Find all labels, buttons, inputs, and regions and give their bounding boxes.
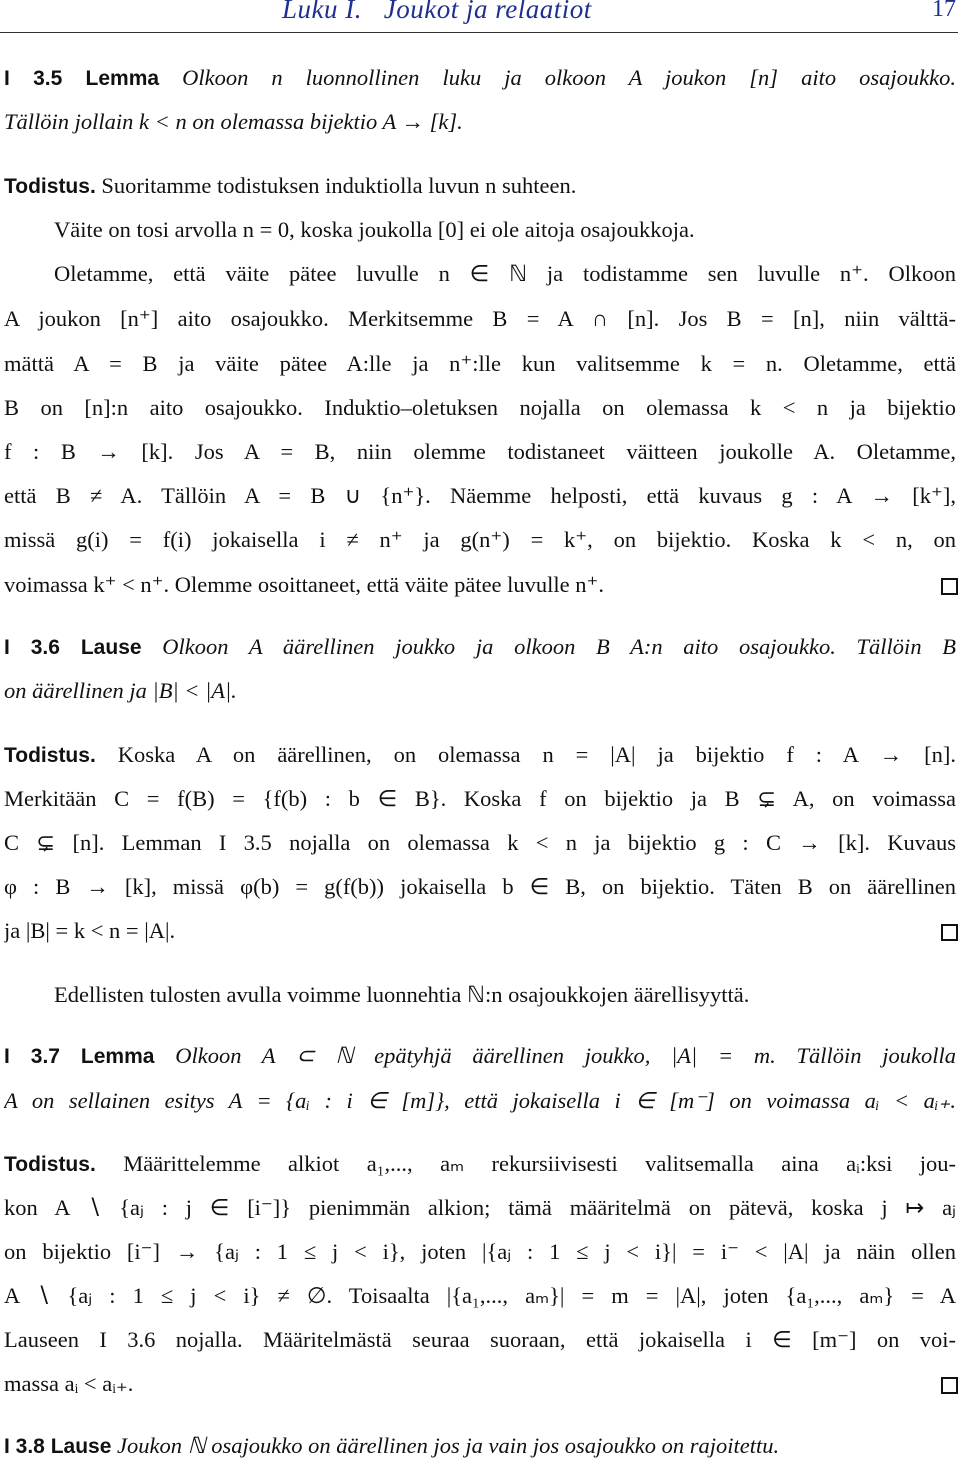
lause-3-6-statement-line-2: on äärellinen ja |B| < |A|. (4, 678, 237, 703)
lemma-3-7-proof-line-5: Lauseen I 3.6 nojalla. Määritelmästä seuraa suoraan, että jokaisella i ∈ [m⁻] on voi- (4, 1327, 956, 1352)
lause-3-6-proof-line-2: Merkitään C = f(B) = {f(b) : b ∈ B}. Koska f on bijektio ja B ⊊ A, on voimassa (4, 786, 956, 811)
lemma-3-5-proof-line-7: f : B → [k]. Jos A = B, niin olemme todistaneet väitteen joukolle A. Oletamme, (4, 439, 956, 464)
page-number: 17 (932, 0, 956, 22)
lause-3-6-statement-line-1 (4, 633, 956, 662)
header-rule (0, 32, 958, 33)
lemma-3-7-proof-line-2: kon A ∖ {aⱼ : j ∈ [i⁻]} pienimmän alkion; tämä määritelmä on pätevä, koska j ↦ aⱼ (4, 1195, 956, 1220)
lause-3-6-proof-text-1: Koska A on äärellinen, on olemassa n = |A| ja bijektio f : A → [n]. (117, 742, 956, 767)
lemma-3-5-proof-line-4: A joukon [n⁺] aito osajoukko. Merkitsemme B = A ∩ [n]. Jos B = [n], niin välttä- (4, 306, 956, 331)
qed-square-icon (941, 578, 958, 595)
lemma-3-5-proof-line-10: voimassa k⁺ < n⁺. Olemme osoittaneet, että väite pätee luvulle n⁺. (4, 572, 605, 597)
lemma-3-5-statement-line-2: Tällöin jollain k < n on olemassa bijektio A → [k]. (4, 109, 463, 134)
lemma-3-5-proof-text-1: Suoritamme todistuksen induktiolla luvun n suhteen. (101, 173, 577, 198)
lause-3-8-label: I 3.8 Lause (4, 1435, 112, 1458)
lemma-3-5-statement-line-1 (4, 64, 956, 93)
qed-square-icon (941, 1377, 958, 1394)
lause-3-6-proof-line-4: φ : B → [k], missä φ(b) = g(f(b)) jokaisella b ∈ B, on bijektio. Täten B on äärellinen (4, 874, 956, 899)
lause-3-6-label: I 3.6 Lause (4, 636, 142, 659)
lemma-3-5-text-1: Olkoon n luonnollinen luku ja olkoon A joukon [n] aito osajoukko. (182, 65, 956, 90)
lemma-3-7-proof-line-3: on bijektio [i⁻] → {aⱼ : 1 ≤ j < i}, joten |{aⱼ : 1 ≤ j < i}| = i⁻ < |A| ja näin ollen (4, 1239, 956, 1264)
running-header (0, 0, 958, 36)
qed-square-icon (941, 924, 958, 941)
lemma-3-5-proof-line-5: mättä A = B ja väite pätee A:lle ja n⁺:lle kun valitsemme k = n. Oletamme, että (4, 351, 956, 376)
lemma-3-5-proof-line-3: Oletamme, että väite pätee luvulle n ∈ ℕ ja todistamme sen luvulle n⁺. Olkoon (54, 261, 956, 286)
lemma-3-7-label: I 3.7 Lemma (4, 1045, 155, 1068)
chapter-title: Luku I. Joukot ja relaatiot (282, 0, 592, 24)
lemma-3-5-proof-line-9: missä g(i) = f(i) jokaisella i ≠ n⁺ ja g(n⁺) = k⁺, on bijektio. Koska k < n, on (4, 527, 956, 552)
lemma-3-7-proof-label: Todistus. (4, 1153, 96, 1176)
lemma-3-5-proof-line-8: että B ≠ A. Tällöin A = B ∪ {n⁺}. Näemme helposti, että kuvaus g : A → [k⁺], (4, 483, 956, 508)
lemma-3-5-proof-line-6: B on [n]:n aito osajoukko. Induktio–oletuksen nojalla on olemassa k < n ja bijektio (4, 395, 956, 420)
lemma-3-5-proof-line-2: Väite on tosi arvolla n = 0, koska joukolla [0] ei ole aitoja osajoukkoja. (54, 217, 695, 242)
lause-3-6-text-1: Olkoon A äärellinen joukko ja olkoon B A:n aito osajoukko. Tällöin B (162, 634, 956, 659)
lemma-3-7-proof-line-4: A ∖ {aⱼ : 1 ≤ j < i} ≠ ∅. Toisaalta |{a₁,..., aₘ}| = m = |A|, joten {a₁,..., aₘ} = A (4, 1283, 956, 1308)
lause-3-8-text-1: Joukon ℕ osajoukko on äärellinen jos ja vain jos osajoukko on rajoitettu. (117, 1433, 780, 1458)
lemma-3-7-statement-line-2: A on sellainen esitys A = {aᵢ : i ∈ [m]}, että jokaisella i ∈ [m⁻] on voimassa aᵢ < aᵢ₊. (4, 1088, 956, 1113)
lemma-3-5-label: I 3.5 Lemma (4, 67, 160, 90)
lemma-3-7-proof-line-1 (4, 1150, 956, 1179)
lemma-3-5-proof-line-1 (4, 172, 956, 201)
remark-paragraph: Edellisten tulosten avulla voimme luonnehtia ℕ:n osajoukkojen äärellisyyttä. (54, 982, 750, 1007)
lemma-3-5-proof-label: Todistus. (4, 175, 96, 198)
lause-3-8-statement-line-1 (4, 1432, 956, 1461)
lemma-3-7-proof-text-1: Määrittelemme alkiot a₁,..., aₘ rekursiivisesti valitsemalla aina aᵢ:ksi jou- (123, 1151, 956, 1176)
lemma-3-7-text-1: Olkoon A ⊂ ℕ epätyhjä äärellinen joukko, |A| = m. Tällöin joukolla (175, 1043, 956, 1068)
lause-3-6-proof-line-5: ja |B| = k < n = |A|. (4, 918, 176, 943)
lause-3-6-proof-line-3: C ⊊ [n]. Lemman I 3.5 nojalla on olemassa k < n ja bijektio g : C → [k]. Kuvaus (4, 830, 956, 855)
lause-3-6-proof-label: Todistus. (4, 744, 96, 767)
lemma-3-7-statement-line-1 (4, 1042, 956, 1071)
lemma-3-7-proof-line-6: massa aᵢ < aᵢ₊. (4, 1371, 134, 1396)
lause-3-6-proof-line-1 (4, 741, 956, 770)
